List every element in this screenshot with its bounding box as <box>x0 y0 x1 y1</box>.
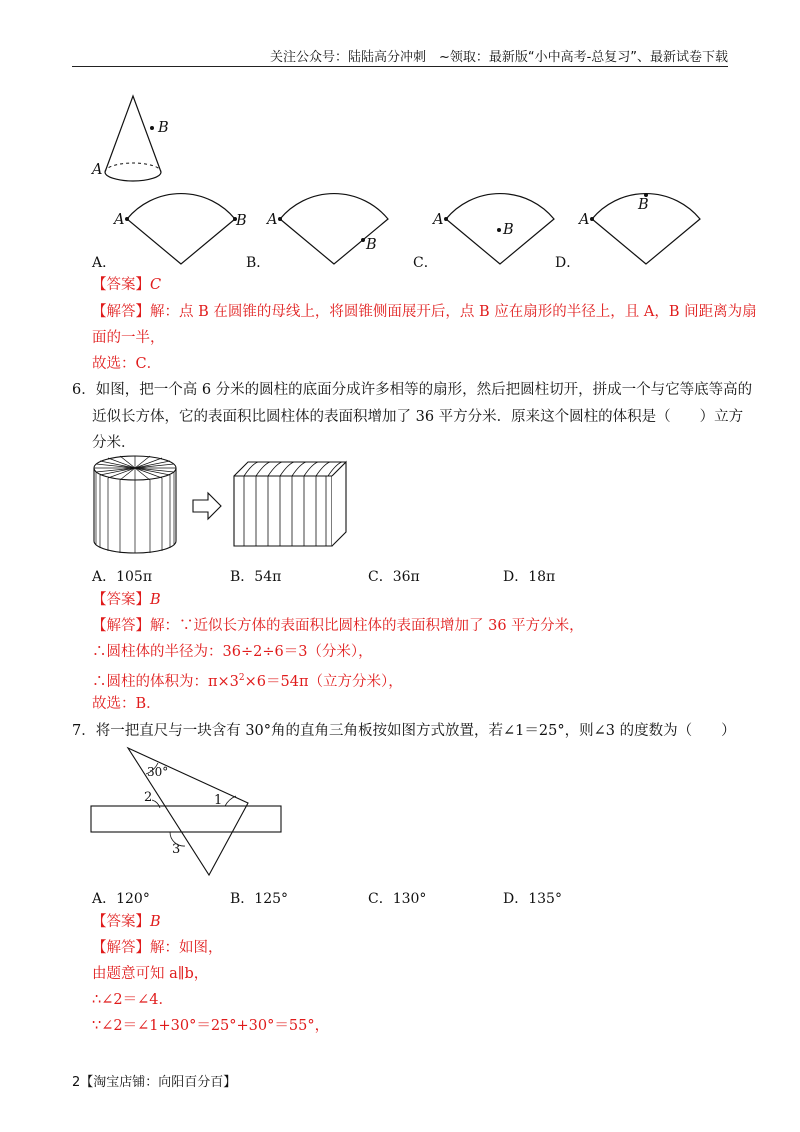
header-divider <box>72 66 728 67</box>
page-number: 2 <box>72 1075 81 1090</box>
cone-point-a-label: A <box>92 162 103 178</box>
q6-answer: 【答案】B <box>92 592 161 608</box>
cone-point-b-label: B <box>158 120 169 136</box>
q7-solution-line4: ∵∠2＝∠1+30°＝25°+30°＝55°， <box>92 1018 330 1034</box>
arrow-right-icon <box>192 492 222 520</box>
q6-conclusion: 故选：B． <box>92 696 161 712</box>
q6-stem-line3: 分米． <box>92 435 136 451</box>
option-b-letter: B． <box>246 255 271 271</box>
q6-option-c: C．36π <box>368 569 420 585</box>
q6-stem-line2: 近似长方体，它的表面积比圆柱体的表面积增加了 36 平方分米．原来这个圆柱的体积是（ ）立方 <box>92 409 744 425</box>
q6-option-d: D．18π <box>503 569 556 585</box>
cylinder-figure <box>90 453 180 558</box>
q5-solution-line2: 面的一半， <box>92 330 165 346</box>
q7-stem-line1: 7．将一把直尺与一块含有 30°角的直角三角板按如图方式放置，若∠1＝25°，则∠3 的度数为（ ） <box>72 723 736 739</box>
q7-option-b: B．125° <box>230 891 289 907</box>
angle-2-label: 2 <box>144 790 153 805</box>
angle-1-label: 1 <box>214 793 223 808</box>
q7-option-a: A．120° <box>92 891 150 907</box>
q6-solution-line2: ∴圆柱体的半径为：36÷2÷6＝3（分米）， <box>92 644 373 660</box>
sector-c-point-b: B <box>503 222 514 238</box>
sector-a-point-b: B <box>236 213 247 229</box>
sector-d-point-a: A <box>579 212 590 228</box>
prism-figure <box>232 458 350 548</box>
ruler-triangle-figure <box>90 744 286 880</box>
q6-solution-line3: ∴圆柱的体积为：$\pi\times 3^2\times 6=54\pi$（立方分米）， <box>92 673 403 690</box>
sector-c-point-a: A <box>433 212 444 228</box>
q7-option-c: C．130° <box>368 891 427 907</box>
q5-answer: 【答案】C <box>92 277 162 293</box>
sector-d-point-b: B <box>638 197 649 213</box>
cone-figure <box>90 92 180 192</box>
option-c-letter: C． <box>413 255 438 271</box>
shop-info: 【淘宝店铺：向阳百分百】 <box>80 1075 237 1090</box>
q6-option-b: B．54π <box>230 569 282 585</box>
page-header: 关注公众号：陆陆高分冲刺 ~领取：最新版“小中高考-总复习”、最新试卷下载 <box>269 50 728 65</box>
angle-3-label: 3 <box>172 842 181 857</box>
q5-conclusion: 故选：C． <box>92 356 162 372</box>
option-d-letter: D． <box>555 255 581 271</box>
q6-stem-line1: 6．如图，把一个高 6 分米的圆柱的底面分成许多相等的扇形，然后把圆柱切开，拼成一个与它等底等高的 <box>72 382 753 398</box>
sector-b-point-a: A <box>267 212 278 228</box>
option-a-letter: A． <box>92 255 117 271</box>
sector-a-point-a: A <box>114 212 125 228</box>
sector-b-point-b: B <box>366 237 377 253</box>
q7-option-d: D．135° <box>503 891 562 907</box>
q5-solution-line1: 【解答】解：点 B 在圆锥的母线上，将圆锥侧面展开后，点 B 应在扇形的半径上，且 A，B 间距离为扇 <box>92 304 757 320</box>
q7-solution-line2: 由题意可知 a∥b， <box>92 966 209 982</box>
angle-30-label: 30° <box>147 765 169 779</box>
q6-option-a: A．105π <box>92 569 153 585</box>
q7-answer: 【答案】B <box>92 914 161 930</box>
sector-option-c <box>443 190 557 266</box>
q7-solution-line1: 【解答】解：如图， <box>92 940 223 956</box>
q7-solution-line3: ∴∠2＝∠4． <box>92 992 173 1008</box>
q6-solution-line1: 【解答】解：∵近似长方体的表面积比圆柱体的表面积增加了 36 平方分米， <box>92 618 584 634</box>
sector-option-a <box>124 190 238 266</box>
page-footer <box>72 1071 236 1090</box>
